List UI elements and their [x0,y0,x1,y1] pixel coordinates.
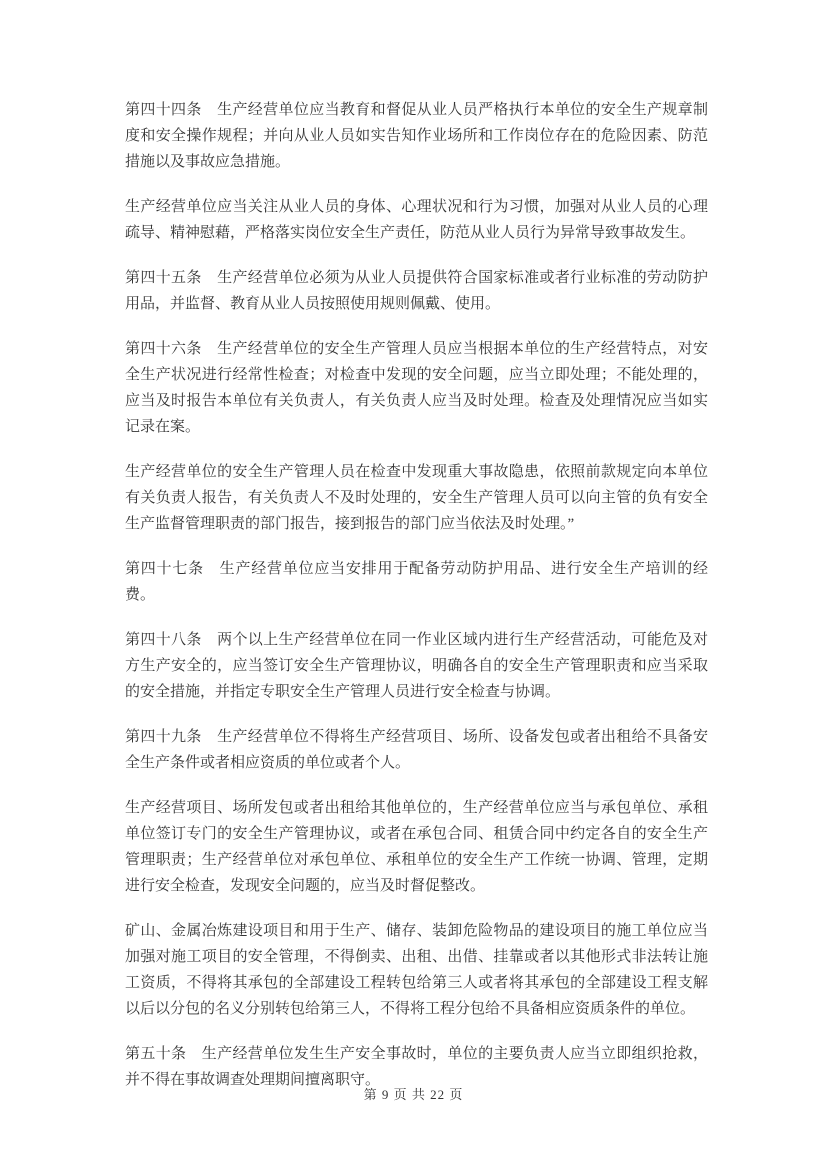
paragraph-article-49-cont-2: 矿山、金属冶炼建设项目和用于生产、储存、装卸危险物品的建设项目的施工单位应当加强对施工项目的安全管理，不得倒卖、出租、出借、挂靠或者以其他形式非法转让施工资质，不得将其承包的全部建设工程转包给第三人或者将其承包的全部建设工程支解以后以分包的名义分别转包给第三人，不得将工程分包给不具备相应资质条件的单位。 [125,923,708,1017]
paragraph-article-44: 第四十四条 生产经营单位应当教育和督促从业人员严格执行本单位的安全生产规章制度和安全操作规程；并向从业人员如实告知作业场所和工作岗位存在的危险因素、防范措施以及事故应急措施。 [125,102,708,170]
paragraph-article-45: 第四十五条 生产经营单位必须为从业人员提供符合国家标准或者行业标准的劳动防护用品，并监督、教育从业人员按照使用规则佩戴、使用。 [125,270,708,312]
paragraph-article-46-cont: 生产经营单位的安全生产管理人员在检查中发现重大事故隐患，依照前款规定向本单位有关负责人报告，有关负责人不及时处理的，安全生产管理人员可以向主管的负有安全生产监督管理职责的部门报告，接到报告的部门应当依法及时处理。” [125,464,708,532]
paragraph-article-49-cont-1: 生产经营项目、场所发包或者出租给其他单位的，生产经营单位应当与承包单位、承租单位签订专门的安全生产管理协议，或者在承包合同、租赁合同中约定各自的安全生产管理职责；生产经营单位对承包单位、承租单位的安全生产工作统一协调、管理，定期进行安全检查，发现安全问题的，应当及时督促整改。 [125,800,708,894]
paragraph-article-46: 第四十六条 生产经营单位的安全生产管理人员应当根据本单位的生产经营特点，对安全生产状况进行经常性检查；对检查中发现的安全问题，应当立即处理；不能处理的，应当及时报告本单位有关负责人，有关负责人应当及时处理。检查及处理情况应当如实记录在案。 [125,341,708,435]
paragraph-article-49: 第四十九条 生产经营单位不得将生产经营项目、场所、设备发包或者出租给不具备安全生产条件或者相应资质的单位或者个人。 [125,729,708,771]
page-number-footer: 第 9 页 共 22 页 [363,1087,464,1102]
paragraph-article-47: 第四十七条 生产经营单位应当安排用于配备劳动防护用品、进行安全生产培训的经费。 [125,561,708,603]
paragraph-article-44-cont: 生产经营单位应当关注从业人员的身体、心理状况和行为习惯，加强对从业人员的心理疏导、精神慰藉，严格落实岗位安全生产责任，防范从业人员行为异常导致事故发生。 [125,199,708,241]
paragraph-article-48: 第四十八条 两个以上生产经营单位在同一作业区域内进行生产经营活动，可能危及对方生产安全的，应当签订安全生产管理协议，明确各自的安全生产管理职责和应当采取的安全措施，并指定专职安全生产管理人员进行安全检查与协调。 [125,632,708,700]
paragraph-article-50: 第五十条 生产经营单位发生生产安全事故时，单位的主要负责人应当立即组织抢救，并不得在事故调查处理期间擅离职守。 [125,1046,708,1088]
document-content [125,97,708,1112]
